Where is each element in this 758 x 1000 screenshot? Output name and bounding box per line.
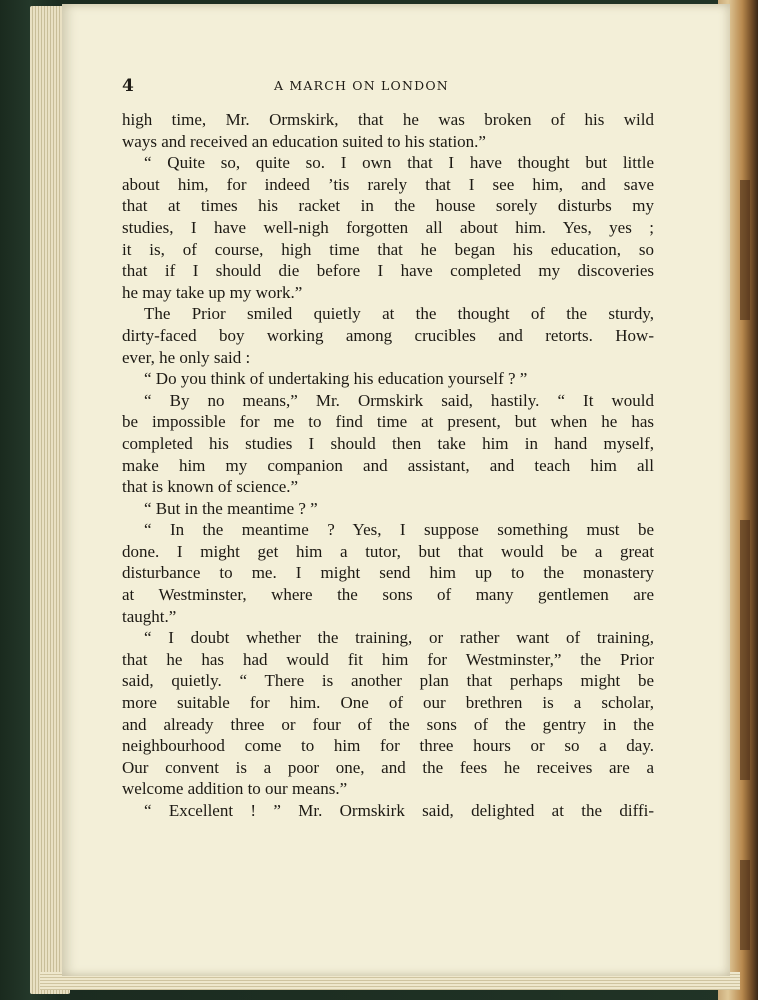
text-line: “ But in the meantime ? ” xyxy=(144,498,318,518)
page-number: 4 xyxy=(122,76,134,96)
text-line: said, quietly. “ There is another plan that perhaps might be xyxy=(122,671,654,691)
text-line: taught.” xyxy=(122,606,177,626)
text-line: that is known of science.” xyxy=(122,477,299,497)
text-line: “ Excellent ! ” Mr. Ormskirk said, delighted at the diffi- xyxy=(144,801,654,820)
text-line: studies, I have well-nigh forgotten all about him. Yes, yes ; xyxy=(122,217,654,237)
page-stain xyxy=(740,860,750,950)
text-line: and already three or four of the sons of the gentry in the xyxy=(122,714,654,734)
text-line: he may take up my work.” xyxy=(122,282,303,302)
text-line: it is, of course, high time that he began his education, so xyxy=(122,239,654,259)
running-head xyxy=(122,76,662,96)
text-line: done. I might get him a tutor, but that would be a great xyxy=(122,541,654,561)
text-line: that he has had would fit him for Westminster,” the Prior xyxy=(122,649,654,669)
text-line: that at times his racket in the house sorely disturbs my xyxy=(122,196,654,216)
text-line: “ Quite so, quite so. I own that I have thought but little xyxy=(144,153,654,173)
page-stain xyxy=(740,180,750,320)
text-line: “ In the meantime ? Yes, I suppose something must be xyxy=(144,520,654,540)
text-line: dirty-faced boy working among crucibles and retorts. How- xyxy=(122,325,654,345)
body-text xyxy=(122,109,654,822)
text-line: that if I should die before I have completed my discoveries xyxy=(122,261,654,281)
text-line: neighbourhood come to him for three hours or so a day. xyxy=(122,736,654,756)
text-line: more suitable for him. One of our brethren is a scholar, xyxy=(122,693,654,713)
text-line: ways and received an education suited to his station.” xyxy=(122,131,486,151)
text-line: Our convent is a poor one, and the fees he receives are a xyxy=(122,757,654,777)
text-line: welcome addition to our means.” xyxy=(122,779,348,799)
text-line: disturbance to me. I might send him up to the monastery xyxy=(122,563,654,583)
text-line: “ I doubt whether the training, or rather want of training, xyxy=(144,628,654,648)
text-line: be impossible for me to find time at present, but when he has xyxy=(122,412,654,432)
text-line: make him my companion and assistant, and teach him all xyxy=(122,455,654,475)
text-line: “ Do you think of undertaking his education yourself ? ” xyxy=(144,369,528,389)
page-stain xyxy=(740,520,750,780)
text-line: completed his studies I should then take him in hand myself, xyxy=(122,433,654,453)
text-line: “ By no means,” Mr. Ormskirk said, hastily. “ It would xyxy=(144,390,654,410)
text-line: The Prior smiled quietly at the thought of the sturdy, xyxy=(144,304,654,324)
text-line: at Westminster, where the sons of many gentlemen are xyxy=(122,585,654,605)
text-line: ever, he only said : xyxy=(122,347,251,367)
text-line: about him, for indeed ’tis rarely that I see him, and save xyxy=(122,174,654,194)
book-title: A MARCH ON LONDON xyxy=(274,78,449,93)
text-line: high time, Mr. Ormskirk, that he was broken of his wild xyxy=(122,110,654,129)
